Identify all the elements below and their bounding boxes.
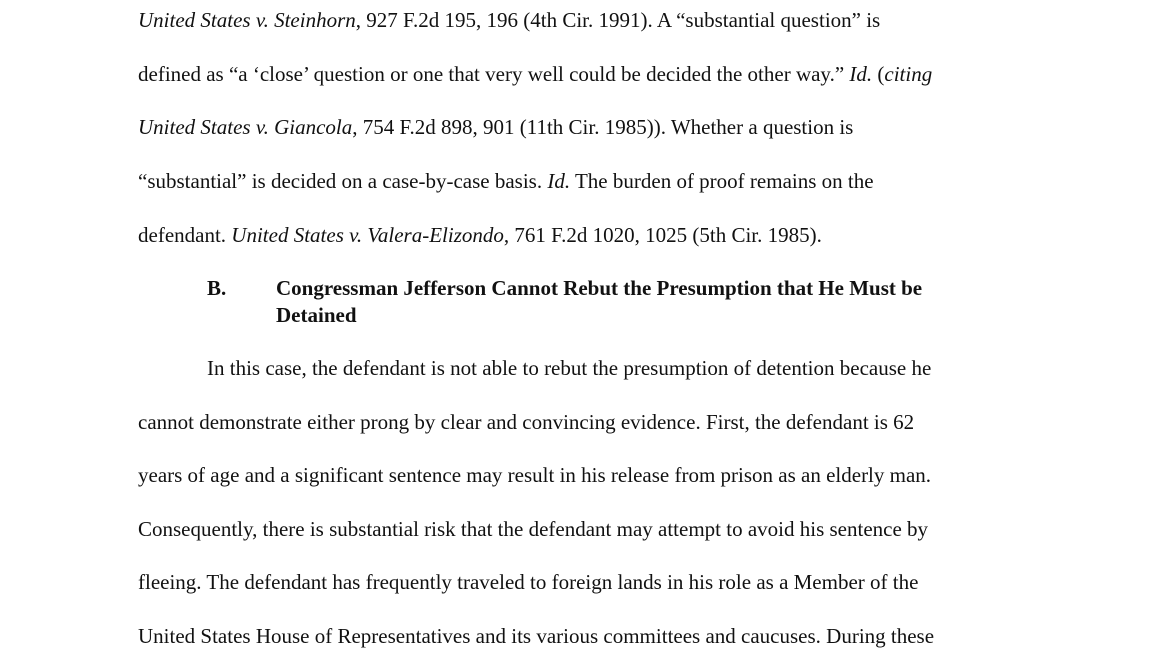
paragraph-2-line-3: years of age and a significant sentence may result in his release from prison as an elderly man.: [138, 463, 932, 487]
citing-signal: citing: [884, 62, 933, 86]
paragraph-1-line-2: [138, 61, 932, 87]
paragraph-2-line-2: cannot demonstrate either prong by clear and convincing evidence. First, the defendant is 62: [138, 410, 915, 434]
paragraph-2-line-4: Consequently, there is substantial risk that the defendant may attempt to avoid his sentence by: [138, 517, 929, 541]
case-citation-giancola: United States v. Giancola: [138, 115, 353, 139]
body-text: defined as “a ‘close’ question or one that very well could be decided the other way.”: [138, 62, 850, 86]
section-heading-letter: B.: [207, 276, 227, 300]
section-heading-line-1: Congressman Jefferson Cannot Rebut the Presumption that He Must be: [276, 276, 923, 300]
id-citation: Id.: [849, 62, 873, 86]
paragraph-2-line-5: fleeing. The defendant has frequently traveled to foreign lands in his role as a Member of the: [138, 570, 919, 594]
body-text: “substantial” is decided on a case-by-case basis.: [138, 169, 548, 193]
case-citation-valera-elizondo: United States v. Valera-Elizondo: [231, 223, 504, 247]
citation-text: , 754 F.2d 898, 901 (11th Cir. 1985)). Whether a question is: [352, 115, 854, 139]
paragraph-2-line-6: United States House of Representatives and its various committees and caucuses. During these: [138, 624, 935, 648]
citation-text: , 927 F.2d 195, 196 (4th Cir. 1991). A “substantial question” is: [355, 8, 881, 32]
body-text: The burden of proof remains on the: [570, 169, 874, 193]
citation-text: , 761 F.2d 1020, 1025 (5th Cir. 1985).: [503, 223, 822, 247]
paragraph-1-line-4: [138, 168, 874, 194]
body-text: defendant.: [138, 223, 232, 247]
paragraph-1-line-5: [138, 222, 822, 248]
id-citation: Id.: [547, 169, 571, 193]
paragraph-1-line-1: [138, 7, 880, 33]
paragraph-2-line-1: In this case, the defendant is not able to rebut the presumption of detention because he: [207, 356, 932, 380]
case-citation-steinhorn: United States v. Steinhorn: [138, 8, 356, 32]
body-text: (: [872, 62, 885, 86]
paragraph-1-line-3: [138, 114, 853, 140]
section-heading-line-2: Detained: [276, 303, 357, 327]
